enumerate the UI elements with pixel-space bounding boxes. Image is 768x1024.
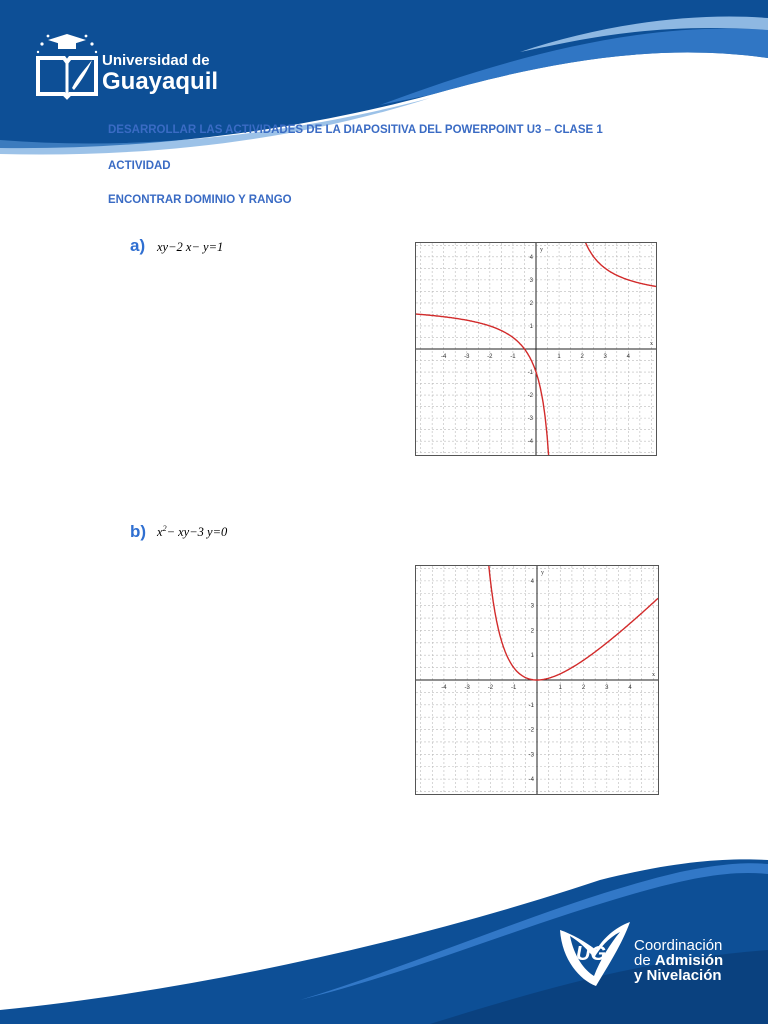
y-tick-label: 4: [530, 578, 534, 585]
y-axis-label: y: [540, 247, 543, 253]
y-tick-label: -2: [528, 727, 534, 734]
y-tick-label: 3: [530, 603, 534, 610]
exercise-a-label: a): [130, 236, 146, 255]
y-tick-label: -3: [527, 416, 533, 423]
y-tick-label: 2: [529, 300, 533, 307]
y-axis-label: y: [541, 570, 544, 576]
y-tick-label: 4: [529, 254, 533, 261]
x-tick-label: 3: [603, 354, 607, 360]
logo-text-line2: Guayaquil: [102, 68, 219, 95]
seal-text: UG: [576, 943, 606, 965]
y-tick-label: 2: [530, 628, 534, 635]
x-tick-label: 4: [628, 685, 632, 691]
x-tick-label: -2: [487, 685, 494, 691]
document-task: ENCONTRAR DOMINIO Y RANGO: [108, 194, 292, 206]
x-tick-label: -1: [510, 354, 516, 360]
y-tick-label: -1: [528, 702, 534, 709]
admission-logo: [552, 916, 752, 988]
y-tick-label: 3: [529, 277, 533, 284]
document-instruction: DESARROLLAR LAS ACTIVIDADES DE LA DIAPOSITIVA DEL POWERPOINT U3 – CLASE 1: [108, 124, 603, 136]
y-tick-label: 1: [529, 323, 533, 330]
y-tick-label: -4: [527, 439, 533, 446]
x-tick-label: 4: [626, 354, 630, 360]
y-tick-label: -4: [528, 777, 534, 784]
y-tick-label: 1: [530, 653, 534, 660]
x-tick-label: 1: [557, 354, 561, 360]
x-tick-label: 2: [580, 354, 584, 360]
equation-b-rest: − xy−3 y=0: [166, 525, 228, 540]
x-axis-label: x: [650, 341, 653, 347]
y-tick-label: -3: [528, 752, 534, 759]
equation-b-exponent: 2: [162, 524, 167, 533]
x-axis-label: x: [652, 672, 655, 678]
equation-b-base: x: [157, 525, 163, 540]
x-tick-label: -4: [441, 685, 447, 691]
footer-line3: y Nivelación: [634, 967, 722, 984]
exercise-b-label: b): [130, 522, 147, 541]
document-subtitle: ACTIVIDAD: [108, 160, 171, 172]
ug-seal-icon: [552, 916, 632, 988]
footer-line2: [634, 953, 723, 968]
x-tick-label: -2: [487, 354, 493, 360]
logo-text-line1: Universidad de: [102, 52, 210, 69]
x-tick-label: 2: [581, 685, 586, 691]
x-tick-label: 3: [605, 685, 609, 691]
x-tick-label: 1: [558, 685, 562, 691]
x-tick-label: -1: [511, 685, 517, 691]
footer-line2-bold: Admisión: [654, 952, 724, 969]
x-tick-label: -3: [464, 685, 470, 691]
footer-line2-prefix: de: [634, 952, 655, 969]
x-tick-label: -3: [464, 354, 470, 360]
exercise-a-equation: xy−2 x− y=1: [157, 240, 224, 254]
y-tick-label: -2: [527, 393, 533, 400]
x-tick-label: -4: [441, 354, 447, 360]
y-tick-label: -1: [527, 370, 533, 377]
footer-line1: Coordinación: [634, 937, 723, 954]
